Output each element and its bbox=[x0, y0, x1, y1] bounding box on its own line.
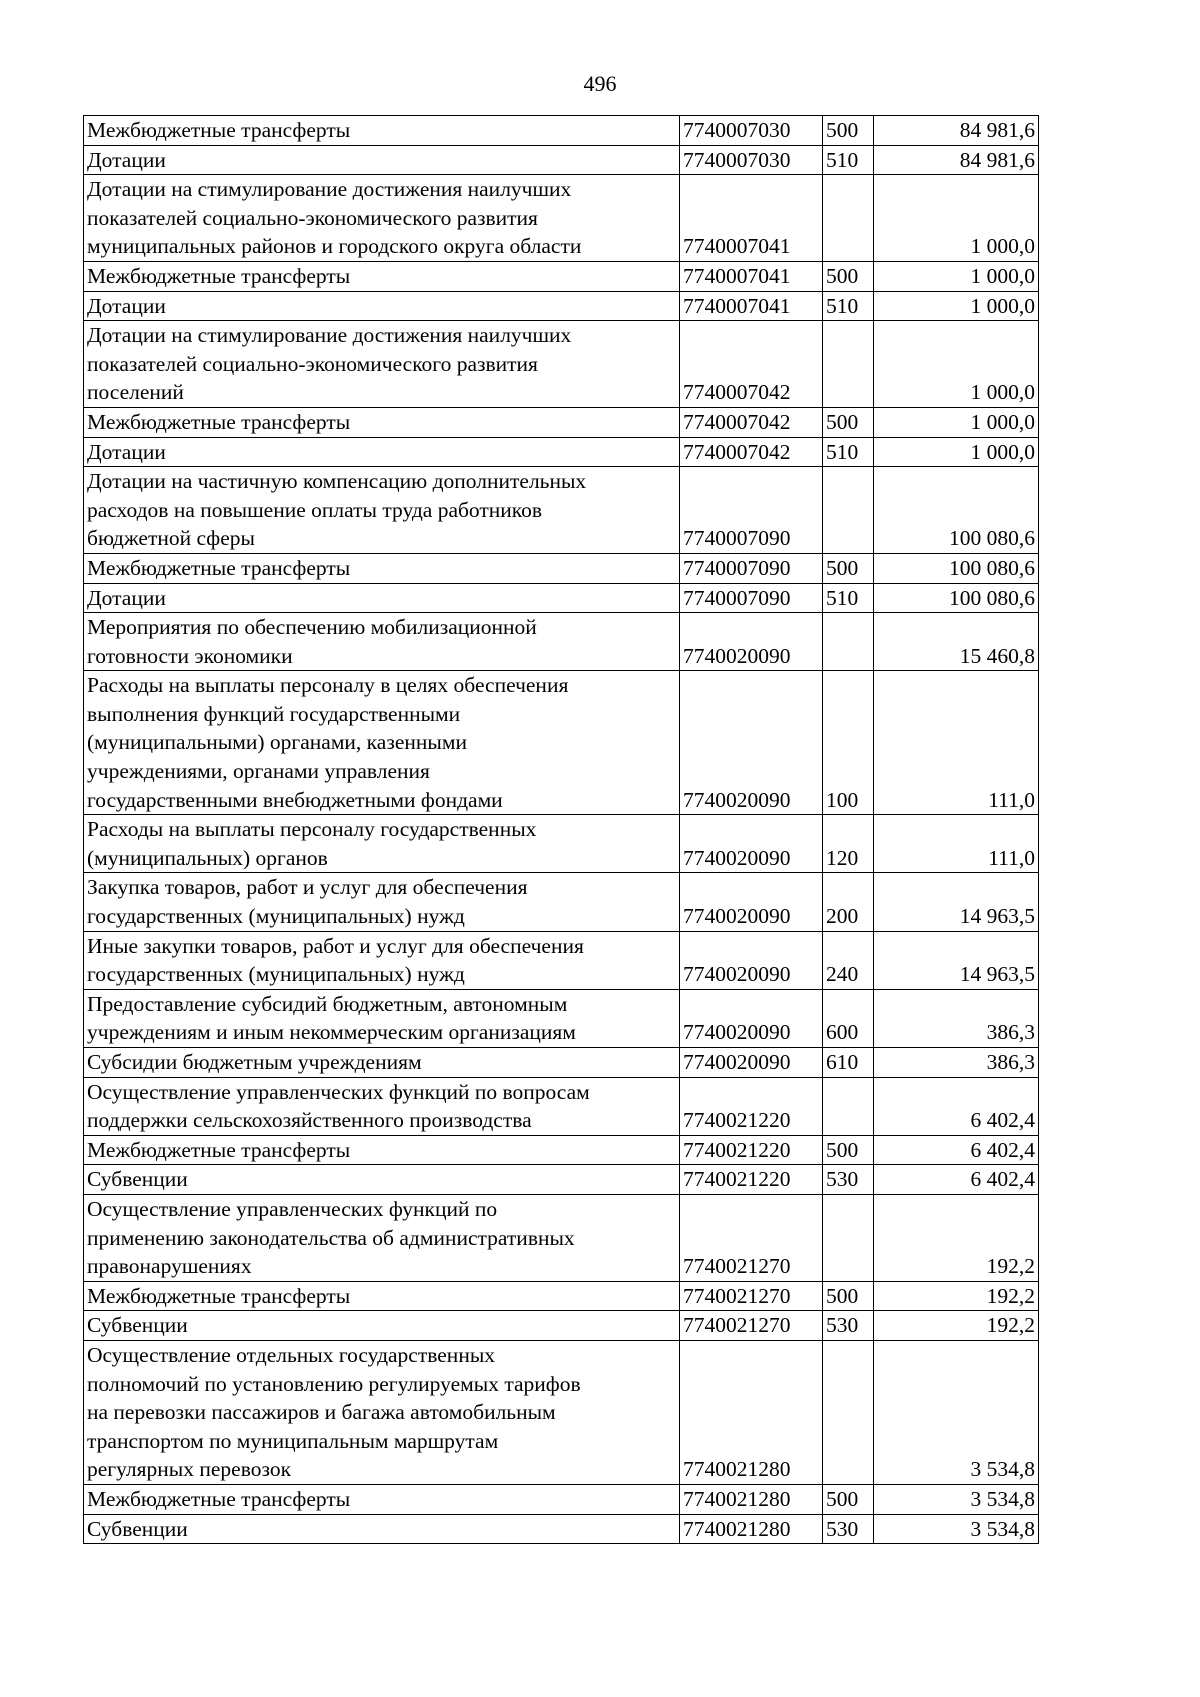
expense-name-cell bbox=[84, 613, 680, 671]
expense-name-line: Межбюджетные трансферты bbox=[87, 1486, 351, 1511]
expense-name-line: Расходы на выплаты персоналу государственных bbox=[87, 817, 537, 842]
expense-type-cell bbox=[823, 613, 874, 671]
expense-name-cell bbox=[84, 815, 680, 873]
expense-type-cell: 500 bbox=[823, 261, 874, 291]
target-article-code-cell: 7740007041 bbox=[680, 175, 823, 262]
amount-cell: 1 000,0 bbox=[874, 321, 1039, 408]
expense-name-line: регулярных перевозок bbox=[87, 1457, 292, 1482]
expense-name-cell bbox=[84, 175, 680, 262]
table-row bbox=[84, 1135, 1039, 1165]
table-row bbox=[84, 1514, 1039, 1544]
expense-name-line: Дотации на стимулирование достижения наилучших bbox=[87, 177, 572, 202]
expense-name-line: Дотации на частичную компенсацию дополнительных bbox=[87, 469, 587, 494]
target-article-code-cell: 7740007030 bbox=[680, 116, 823, 146]
expense-name-line: полномочий по установлению регулируемых тарифов bbox=[87, 1371, 581, 1396]
expense-name-cell bbox=[84, 116, 680, 146]
expense-name-line: транспортом по муниципальным маршрутам bbox=[87, 1428, 499, 1453]
expense-name-line: Субвенции bbox=[87, 1167, 188, 1192]
table-row bbox=[84, 1484, 1039, 1514]
expense-type-cell bbox=[823, 1194, 874, 1281]
amount-cell: 1 000,0 bbox=[874, 437, 1039, 467]
expense-name-line: муниципальных районов и городского округа области bbox=[87, 234, 582, 259]
expense-type-cell: 530 bbox=[823, 1311, 874, 1341]
expense-type-cell: 200 bbox=[823, 873, 874, 931]
table-row bbox=[84, 815, 1039, 873]
expense-name-cell bbox=[84, 467, 680, 554]
expense-name-line: Субсидии бюджетным учреждениям bbox=[87, 1050, 422, 1074]
expense-name-line: применению законодательства об административных bbox=[87, 1225, 575, 1250]
target-article-code-cell: 7740021280 bbox=[680, 1514, 823, 1544]
expense-name-cell bbox=[84, 1484, 680, 1514]
expense-name-line: Мероприятия по обеспечению мобилизационной bbox=[87, 615, 537, 640]
expense-name-line: на перевозки пассажиров и багажа автомобильным bbox=[87, 1400, 556, 1425]
expense-name-cell bbox=[84, 1281, 680, 1311]
expense-type-cell: 530 bbox=[823, 1514, 874, 1544]
table-row bbox=[84, 1048, 1039, 1078]
expense-name-line: Дотации на стимулирование достижения наилучших bbox=[87, 323, 572, 348]
amount-cell: 14 963,5 bbox=[874, 873, 1039, 931]
amount-cell: 100 080,6 bbox=[874, 467, 1039, 554]
target-article-code-cell: 7740007041 bbox=[680, 291, 823, 321]
table-row bbox=[84, 553, 1039, 583]
budget-table bbox=[83, 115, 1039, 1544]
amount-cell: 1 000,0 bbox=[874, 407, 1039, 437]
target-article-code-cell: 7740021270 bbox=[680, 1311, 823, 1341]
amount-cell: 1 000,0 bbox=[874, 261, 1039, 291]
expense-name-line: Межбюджетные трансферты bbox=[87, 409, 351, 434]
table-row bbox=[84, 613, 1039, 671]
expense-name-cell bbox=[84, 1048, 680, 1078]
target-article-code-cell: 7740021220 bbox=[680, 1135, 823, 1165]
expense-name-cell bbox=[84, 1194, 680, 1281]
expense-type-cell: 100 bbox=[823, 671, 874, 815]
expense-type-cell: 510 bbox=[823, 583, 874, 613]
amount-cell: 111,0 bbox=[874, 815, 1039, 873]
expense-name-line: Межбюджетные трансферты bbox=[87, 263, 351, 288]
expense-name-cell bbox=[84, 1514, 680, 1544]
expense-name-cell bbox=[84, 671, 680, 815]
expense-name-cell bbox=[84, 583, 680, 613]
expense-name-line: показателей социально-экономического развития bbox=[87, 351, 538, 376]
expense-name-line: поселений bbox=[87, 380, 184, 405]
table-row bbox=[84, 437, 1039, 467]
expense-type-cell bbox=[823, 321, 874, 408]
expense-name-line: Межбюджетные трансферты bbox=[87, 1137, 351, 1162]
target-article-code-cell: 7740021220 bbox=[680, 1077, 823, 1135]
expense-name-line: правонарушениях bbox=[87, 1254, 252, 1279]
expense-name-line: Расходы на выплаты персоналу в целях обеспечения bbox=[87, 673, 569, 698]
expense-name-cell bbox=[84, 1135, 680, 1165]
expense-type-cell: 600 bbox=[823, 989, 874, 1047]
expense-name-line: бюджетной сферы bbox=[87, 526, 255, 551]
target-article-code-cell: 7740021270 bbox=[680, 1194, 823, 1281]
expense-name-line: Межбюджетные трансферты bbox=[87, 118, 351, 142]
expense-name-line: расходов на повышение оплаты труда работников bbox=[87, 497, 543, 522]
expense-name-cell bbox=[84, 1077, 680, 1135]
expense-name-line: выполнения функций государственными bbox=[87, 701, 461, 726]
table-row bbox=[84, 1165, 1039, 1195]
target-article-code-cell: 7740021280 bbox=[680, 1340, 823, 1484]
expense-type-cell: 510 bbox=[823, 437, 874, 467]
expense-type-cell: 500 bbox=[823, 1484, 874, 1514]
expense-type-cell: 530 bbox=[823, 1165, 874, 1195]
expense-type-cell: 510 bbox=[823, 145, 874, 175]
target-article-code-cell: 7740007041 bbox=[680, 261, 823, 291]
expense-type-cell bbox=[823, 467, 874, 554]
expense-name-line: Межбюджетные трансферты bbox=[87, 555, 351, 580]
expense-name-line: Межбюджетные трансферты bbox=[87, 1283, 351, 1308]
amount-cell: 84 981,6 bbox=[874, 145, 1039, 175]
amount-cell: 386,3 bbox=[874, 989, 1039, 1047]
expense-type-cell: 240 bbox=[823, 931, 874, 989]
expense-name-cell bbox=[84, 261, 680, 291]
expense-name-line: государственных (муниципальных) нужд bbox=[87, 962, 465, 987]
expense-name-cell bbox=[84, 321, 680, 408]
table-row bbox=[84, 671, 1039, 815]
target-article-code-cell: 7740020090 bbox=[680, 989, 823, 1047]
expense-type-cell: 120 bbox=[823, 815, 874, 873]
expense-type-cell: 500 bbox=[823, 1281, 874, 1311]
table-row bbox=[84, 407, 1039, 437]
expense-name-cell bbox=[84, 931, 680, 989]
expense-name-line: (муниципальными) органами, казенными bbox=[87, 730, 467, 755]
expense-name-line: Дотации bbox=[87, 293, 166, 318]
target-article-code-cell: 7740020090 bbox=[680, 931, 823, 989]
expense-type-cell: 500 bbox=[823, 116, 874, 146]
amount-cell: 15 460,8 bbox=[874, 613, 1039, 671]
expense-name-line: Иные закупки товаров, работ и услуг для обеспечения bbox=[87, 933, 584, 958]
table-row bbox=[84, 1281, 1039, 1311]
expense-name-cell bbox=[84, 553, 680, 583]
table-row bbox=[84, 145, 1039, 175]
expense-name-line: Осуществление управленческих функций по bbox=[87, 1196, 498, 1221]
amount-cell: 14 963,5 bbox=[874, 931, 1039, 989]
expense-name-cell bbox=[84, 1165, 680, 1195]
target-article-code-cell: 7740020090 bbox=[680, 873, 823, 931]
expense-name-line: Осуществление управленческих функций по вопросам bbox=[87, 1079, 590, 1104]
expense-name-line: поддержки сельскохозяйственного производства bbox=[87, 1108, 532, 1133]
expense-name-line: готовности экономики bbox=[87, 643, 293, 668]
target-article-code-cell: 7740021270 bbox=[680, 1281, 823, 1311]
expense-name-cell bbox=[84, 1340, 680, 1484]
amount-cell: 100 080,6 bbox=[874, 553, 1039, 583]
target-article-code-cell: 7740007030 bbox=[680, 145, 823, 175]
expense-type-cell: 510 bbox=[823, 291, 874, 321]
table-row bbox=[84, 989, 1039, 1047]
page-number: 496 bbox=[583, 71, 617, 96]
target-article-code-cell: 7740007042 bbox=[680, 321, 823, 408]
amount-cell: 6 402,4 bbox=[874, 1165, 1039, 1195]
expense-name-cell bbox=[84, 145, 680, 175]
table-row bbox=[84, 175, 1039, 262]
expense-name-line: учреждениями, органами управления bbox=[87, 759, 430, 784]
expense-name-line: Дотации bbox=[87, 147, 166, 172]
expense-name-cell bbox=[84, 437, 680, 467]
target-article-code-cell: 7740020090 bbox=[680, 1048, 823, 1078]
amount-cell: 1 000,0 bbox=[874, 291, 1039, 321]
table-row bbox=[84, 116, 1039, 146]
expense-name-cell bbox=[84, 1311, 680, 1341]
table-row bbox=[84, 467, 1039, 554]
expense-name-line: Дотации bbox=[87, 439, 166, 464]
target-article-code-cell: 7740020090 bbox=[680, 671, 823, 815]
table-row bbox=[84, 1340, 1039, 1484]
target-article-code-cell: 7740007042 bbox=[680, 437, 823, 467]
table-row bbox=[84, 1311, 1039, 1341]
amount-cell: 192,2 bbox=[874, 1311, 1039, 1341]
table-row bbox=[84, 261, 1039, 291]
expense-name-line: Предоставление субсидий бюджетным, автономным bbox=[87, 991, 568, 1016]
expense-name-cell bbox=[84, 407, 680, 437]
expense-name-line: Дотации bbox=[87, 585, 166, 610]
expense-name-cell bbox=[84, 291, 680, 321]
amount-cell: 84 981,6 bbox=[874, 116, 1039, 146]
amount-cell: 386,3 bbox=[874, 1048, 1039, 1078]
expense-type-cell bbox=[823, 175, 874, 262]
expense-name-cell bbox=[84, 989, 680, 1047]
target-article-code-cell: 7740021280 bbox=[680, 1484, 823, 1514]
expense-name-line: Осуществление отдельных государственных bbox=[87, 1342, 496, 1367]
target-article-code-cell: 7740007042 bbox=[680, 407, 823, 437]
table-row bbox=[84, 291, 1039, 321]
target-article-code-cell: 7740007090 bbox=[680, 583, 823, 613]
amount-cell: 1 000,0 bbox=[874, 175, 1039, 262]
target-article-code-cell: 7740020090 bbox=[680, 815, 823, 873]
table-row bbox=[84, 1077, 1039, 1135]
amount-cell: 192,2 bbox=[874, 1281, 1039, 1311]
expense-type-cell bbox=[823, 1077, 874, 1135]
expense-name-line: государственными внебюджетными фондами bbox=[87, 787, 503, 812]
expense-type-cell bbox=[823, 1340, 874, 1484]
expense-name-line: Субвенции bbox=[87, 1516, 188, 1541]
target-article-code-cell: 7740007090 bbox=[680, 467, 823, 554]
table-row bbox=[84, 321, 1039, 408]
amount-cell: 100 080,6 bbox=[874, 583, 1039, 613]
amount-cell: 192,2 bbox=[874, 1194, 1039, 1281]
expense-name-cell bbox=[84, 873, 680, 931]
expense-name-line: Субвенции bbox=[87, 1313, 188, 1338]
target-article-code-cell: 7740007090 bbox=[680, 553, 823, 583]
expense-type-cell: 500 bbox=[823, 553, 874, 583]
table-row bbox=[84, 1194, 1039, 1281]
amount-cell: 6 402,4 bbox=[874, 1135, 1039, 1165]
amount-cell: 3 534,8 bbox=[874, 1340, 1039, 1484]
expense-name-line: государственных (муниципальных) нужд bbox=[87, 904, 465, 929]
table-row bbox=[84, 931, 1039, 989]
expense-name-line: Закупка товаров, работ и услуг для обеспечения bbox=[87, 875, 528, 900]
amount-cell: 6 402,4 bbox=[874, 1077, 1039, 1135]
table-body bbox=[84, 116, 1039, 1544]
amount-cell: 111,0 bbox=[874, 671, 1039, 815]
expense-name-line: показателей социально-экономического развития bbox=[87, 205, 538, 230]
expense-type-cell: 610 bbox=[823, 1048, 874, 1078]
expense-name-line: учреждениям и иным некоммерческим организациям bbox=[87, 1020, 576, 1045]
amount-cell: 3 534,8 bbox=[874, 1484, 1039, 1514]
amount-cell: 3 534,8 bbox=[874, 1514, 1039, 1544]
expense-type-cell: 500 bbox=[823, 407, 874, 437]
table-row bbox=[84, 583, 1039, 613]
target-article-code-cell: 7740020090 bbox=[680, 613, 823, 671]
target-article-code-cell: 7740021220 bbox=[680, 1165, 823, 1195]
table-row bbox=[84, 873, 1039, 931]
expense-name-line: (муниципальных) органов bbox=[87, 845, 328, 870]
expense-type-cell: 500 bbox=[823, 1135, 874, 1165]
